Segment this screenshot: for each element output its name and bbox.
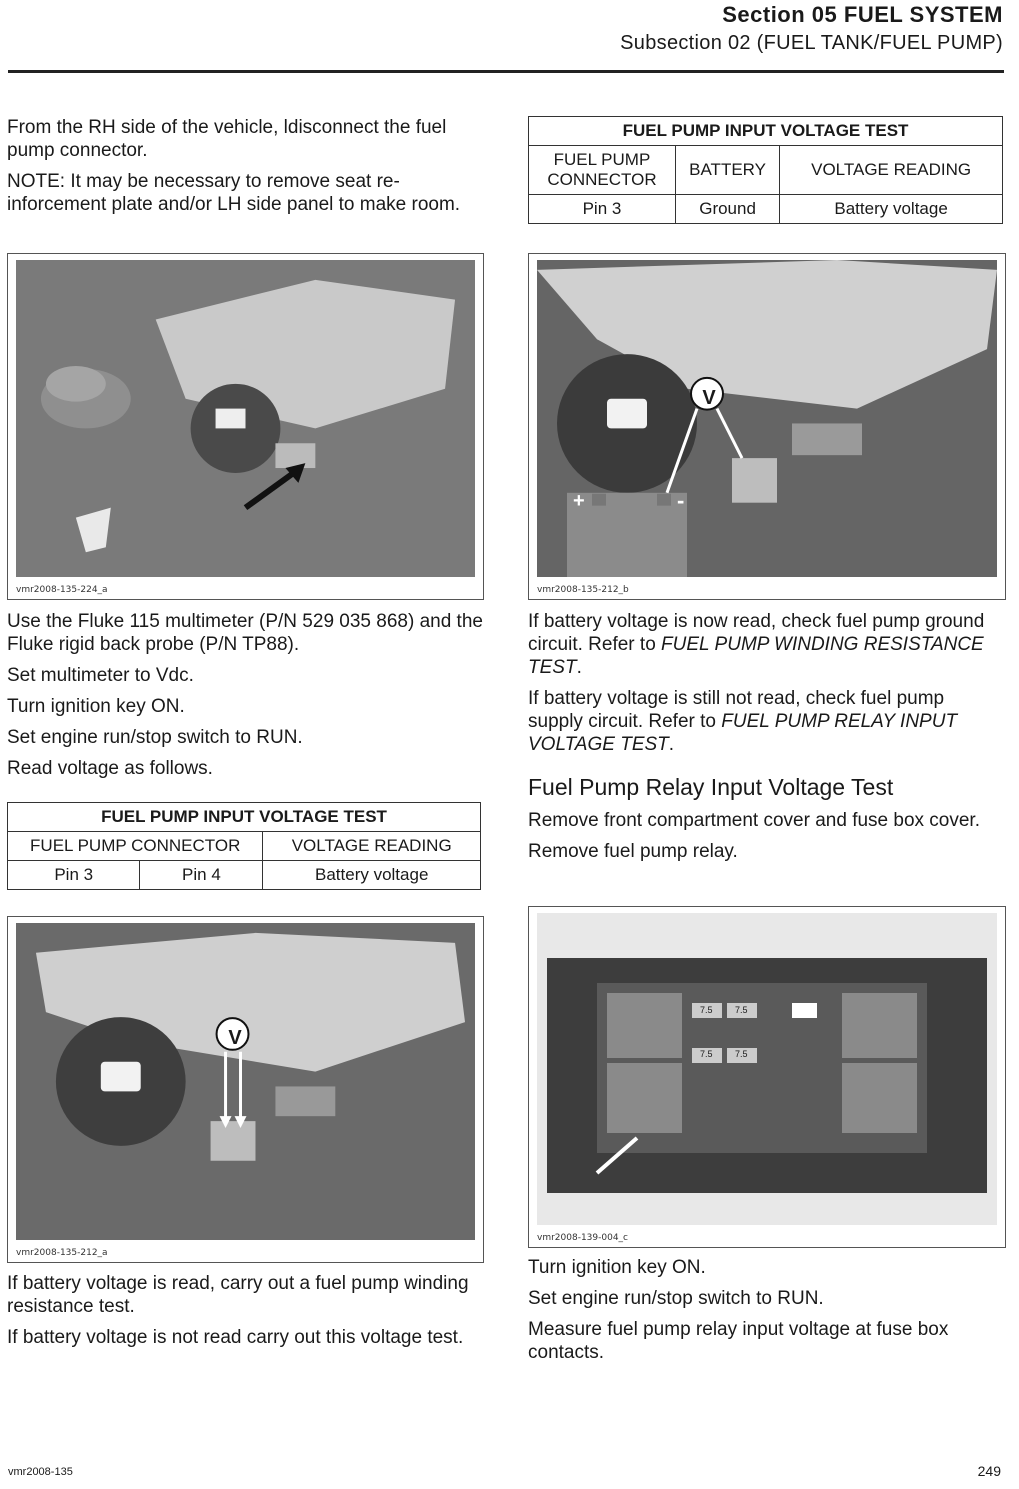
- table-header-connector: FUEL PUMP CONNECTOR: [8, 832, 263, 861]
- figure-probe-pins: [7, 916, 484, 1263]
- figure-caption: vmr2008-135-212_a: [16, 1248, 108, 1258]
- table-title: FUEL PUMP INPUT VOLTAGE TEST: [529, 117, 1003, 146]
- photo-drawing: [16, 260, 475, 577]
- table-header-reading: VOLTAGE READING: [780, 146, 1003, 195]
- photo-drawing: [537, 913, 997, 1225]
- table-cell-pin4: Pin 4: [140, 861, 263, 890]
- table-cell-ground: Ground: [675, 195, 779, 224]
- right-paragraph-1-end: .: [576, 657, 582, 678]
- table-cell-pin3: Pin 3: [529, 195, 676, 224]
- photo-probe-pins: [16, 923, 475, 1240]
- right-paragraph-2-end: .: [668, 734, 675, 755]
- left-voltage-table: [7, 802, 481, 890]
- cross-reference-winding-test[interactable]: FUEL PUMP WINDING RESISTANCE TEST: [528, 634, 984, 678]
- right-paragraph-2: [528, 687, 1004, 756]
- left-paragraph-6: Read voltage as follows.: [7, 758, 213, 779]
- left-paragraph-3: Set multimeter to Vdc.: [7, 665, 194, 686]
- right-paragraph-7: Measure fuel pump relay input voltage at fuse box contacts.: [528, 1319, 949, 1363]
- battery-minus-label: -: [677, 488, 685, 513]
- photo-fuse-box: [537, 913, 997, 1225]
- right-measure-steps: [528, 1256, 1004, 1372]
- header-rule: [8, 70, 1004, 73]
- photo-connector-location: [16, 260, 475, 577]
- right-paragraph-2-text: If battery voltage is still not read, check fuel pump supply circuit. Refer to: [528, 688, 945, 732]
- document-code: vmr2008-135: [8, 1466, 73, 1478]
- right-paragraph-1: [528, 610, 1004, 679]
- page-number: 249: [977, 1463, 1001, 1479]
- voltage-ground-table: [528, 116, 1003, 224]
- left-paragraph-1: From the RH side of the vehicle, ldisconnect the fuel pump connector.: [7, 117, 447, 161]
- table-cell-pin3: Pin 3: [8, 861, 140, 890]
- table-header-reading: VOLTAGE READING: [263, 832, 481, 861]
- left-paragraph-5: Set engine run/stop switch to RUN.: [7, 727, 303, 748]
- fuse-label: 7.5: [700, 1049, 713, 1059]
- voltmeter-label: V: [702, 387, 716, 409]
- battery-plus-label: +: [573, 490, 585, 512]
- figure-caption: vmr2008-139-004_c: [537, 1233, 628, 1243]
- fuse-label: 7.5: [735, 1005, 748, 1015]
- left-paragraph-4: Turn ignition key ON.: [7, 696, 185, 717]
- fuse-label: 7.5: [735, 1049, 748, 1059]
- right-paragraph-4: Remove fuel pump relay.: [528, 841, 738, 862]
- figure-caption: vmr2008-135-224_a: [16, 585, 108, 595]
- section-title: Section 05 FUEL SYSTEM: [722, 2, 1003, 27]
- subsection-title: Subsection 02 (FUEL TANK/FUEL PUMP): [620, 32, 1003, 54]
- figure-ground-probe: [528, 253, 1006, 600]
- figure-connector-location: [7, 253, 484, 600]
- table-header-battery: BATTERY: [675, 146, 779, 195]
- right-paragraph-6: Set engine run/stop switch to RUN.: [528, 1288, 824, 1309]
- right-paragraph-5: Turn ignition key ON.: [528, 1257, 706, 1278]
- photo-drawing: [16, 923, 475, 1240]
- table-title: FUEL PUMP INPUT VOLTAGE TEST: [8, 803, 481, 832]
- table-header-connector: FUEL PUMP CONNECTOR: [529, 146, 676, 195]
- relay-test-heading: Fuel Pump Relay Input Voltage Test: [528, 774, 894, 800]
- table-cell-reading: Battery voltage: [780, 195, 1003, 224]
- cross-reference-relay-test[interactable]: FUEL PUMP RELAY INPUT VOLTAGE TEST: [528, 711, 958, 755]
- fuse-label: 7.5: [700, 1005, 713, 1015]
- voltmeter-label: V: [228, 1027, 242, 1049]
- figure-caption: vmr2008-135-212_b: [537, 585, 629, 595]
- right-paragraph-1-text: If battery voltage is now read, check fuel pump ground circuit. Refer to: [528, 611, 985, 655]
- figure-fuse-box: [528, 906, 1006, 1248]
- left-paragraph-8: If battery voltage is not read carry out this voltage test.: [7, 1327, 464, 1348]
- table-cell-reading: Battery voltage: [263, 861, 481, 890]
- voltage-test-table: [7, 802, 481, 890]
- right-results: [528, 610, 1004, 871]
- left-instructions: [7, 610, 483, 788]
- photo-ground-probe: [537, 260, 997, 577]
- photo-drawing: [537, 260, 997, 577]
- left-paragraph-2: Use the Fluke 115 multimeter (P/N 529 035 868) and the Fluke rigid back probe (P/N TP88).: [7, 611, 483, 655]
- left-paragraph-7: If battery voltage is read, carry out a fuel pump winding resistance test.: [7, 1273, 469, 1317]
- right-voltage-table: [528, 116, 1003, 224]
- left-intro: [7, 116, 483, 224]
- left-note: NOTE: It may be necessary to remove seat re-inforcement plate and/or LH side panel to make room.: [7, 171, 461, 215]
- right-paragraph-3: Remove front compartment cover and fuse box cover.: [528, 810, 980, 831]
- left-results: [7, 1272, 483, 1357]
